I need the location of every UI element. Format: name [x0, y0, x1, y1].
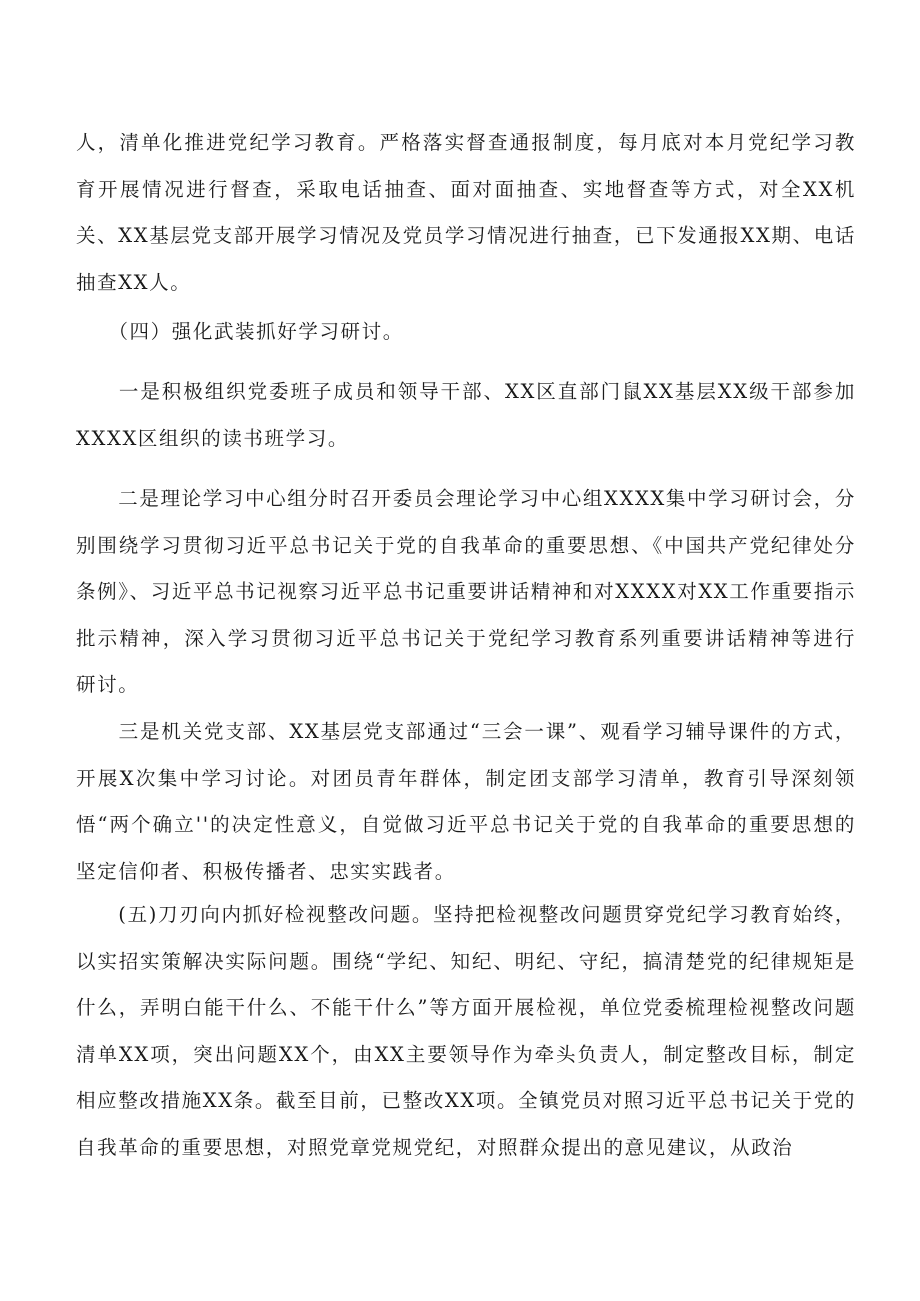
paragraph-3: 二是理论学习中心组分时召开委员会理论学习中心组XXXX集中学习研讨会，分别围绕学习贯彻习近平总书记关于党的自我革命的重要思想、《中国共产党纪律处分条例》、习近平总书记视察习近平总书记重要讲话精神和对XXXX对XX工作重要指示批示精神，深入学习贯彻习近平总书记关于党纪学习教育系列重要讲话精神等进行研讨。	[76, 487, 856, 696]
paragraph-2: 一是积极组织党委班子成员和领导干部、XX区直部门鼠XX基层XX级干部参加XXXX区组织的读书班学习。	[76, 380, 856, 450]
paragraph-4: 三是机关党支部、XX基层党支部通过“三会一课”、观看学习辅导课件的方式，开展X次集中学习讨论。对团员青年群体，制定团支部学习清单，教育引导深刻领悟“两个确立''的决定性意义，自觉做习近平总书记关于党的自我革命的重要思想的坚定信仰者、积极传播者、忠实实践者。	[76, 720, 856, 883]
paragraph-5: (五)刀刃向内抓好检视整改问题。坚持把检视整改问题贯穿党纪学习教育始终，以实招实策解决实际问题。围绕“学纪、知纪、明纪、守纪，搞清楚党的纪律规矩是什么，弄明白能干什么、不能干什么”等方面开展检视，单位党委梳理检视整改问题清单XX项，突出问题XX个，由XX主要领导作为牵头负责人，制定整改目标，制定相应整改措施XX条。截至目前，已整改XX项。全镇党员对照习近平总书记关于党的自我革命的重要思想，对照党章党规党纪，对照群众提出的意见建议，从政治	[76, 903, 856, 1159]
paragraph-1: 人，清单化推进党纪学习教育。严格落实督查通报制度，每月底对本月党纪学习教育开展情况进行督查，采取电话抽查、面对面抽查、实地督查等方式，对全XX机关、XX基层党支部开展学习情况及党员学习情况进行抽查，已下发通报XX期、电话抽查XX人。	[76, 131, 856, 294]
section-heading-4: （四）强化武装抓好学习研讨。	[76, 320, 404, 343]
